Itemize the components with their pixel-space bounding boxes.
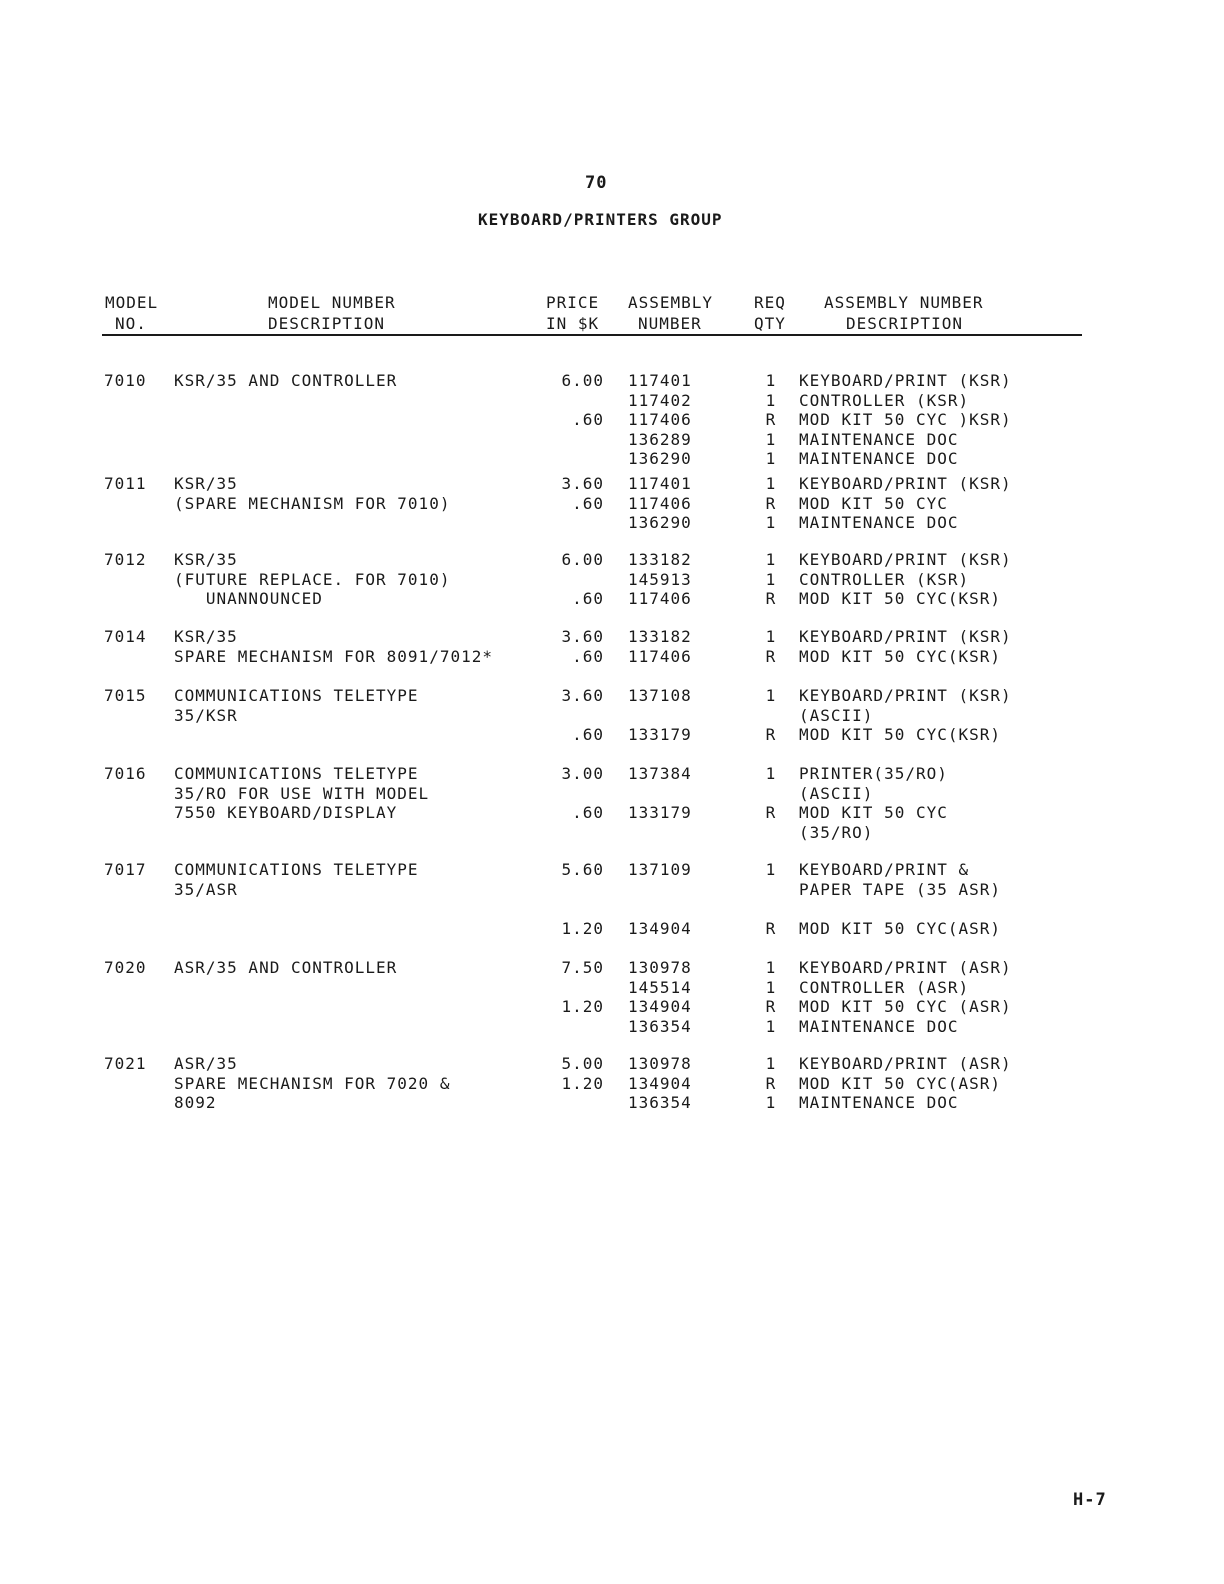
assembly-description: [799, 371, 1012, 469]
assembly-number-line: [628, 823, 692, 843]
assembly-number-line: 117406: [628, 410, 692, 429]
assembly-number-line: 136354: [628, 1016, 692, 1036]
req-qty-line: R: [765, 589, 777, 608]
price-line: .60: [572, 725, 604, 744]
req-qty-line: 1: [765, 686, 777, 705]
price-line: 3.60: [561, 474, 604, 493]
model-description: [174, 686, 419, 745]
price-line: 1.20: [561, 997, 604, 1016]
assembly-description-line: KEYBOARD/PRINT (KSR): [799, 627, 1012, 646]
model-number: 7020: [104, 958, 147, 977]
req-qty: [763, 860, 779, 899]
req-qty-line: R: [765, 410, 777, 429]
price-line: [542, 978, 604, 998]
assembly-description-line: MAINTENANCE DOC: [799, 1093, 959, 1112]
header-req-qty-line: QTY: [754, 314, 786, 333]
assembly-description-line: MOD KIT 50 CYC(ASR): [799, 1073, 1002, 1093]
assembly-number-line: 134904: [628, 997, 692, 1016]
price-line: 3.60: [561, 686, 604, 705]
header-rule: [102, 334, 1082, 336]
req-qty-line: [763, 784, 779, 804]
assembly-number: [628, 474, 692, 533]
model-number: 7012: [104, 550, 147, 569]
model-description-line: [174, 430, 397, 450]
model-description-line: SPARE MECHANISM FOR 7020 &: [174, 1073, 451, 1093]
assembly-description-line: CONTROLLER (ASR): [799, 977, 970, 997]
req-qty-line: 1: [765, 449, 777, 468]
model-description-line: ASR/35: [174, 1054, 238, 1073]
model-description-line: COMMUNICATIONS TELETYPE: [174, 686, 419, 705]
assembly-description: [799, 764, 948, 842]
req-qty-line: 1: [765, 1054, 777, 1073]
req-qty-line: 1: [765, 1093, 777, 1112]
price-line: 6.00: [561, 550, 604, 569]
req-qty-line: 1: [765, 474, 777, 493]
req-qty-line: 1: [765, 764, 777, 783]
req-qty-line: 1: [765, 371, 777, 390]
req-qty-line: 1: [765, 513, 777, 532]
assembly-description-line: CONTROLLER (KSR): [799, 569, 970, 589]
price: [542, 474, 604, 533]
assembly-description-line: MAINTENANCE DOC: [799, 1016, 959, 1036]
header-assembly-no-line: NUMBER: [638, 314, 702, 333]
header-model-desc-line: DESCRIPTION: [268, 314, 385, 333]
assembly-number-line: 136290: [628, 449, 692, 468]
assembly-number-line: 117401: [628, 371, 692, 390]
price-line: [542, 391, 604, 411]
assembly-description-line: KEYBOARD/PRINT &: [799, 860, 970, 879]
assembly-number-line: 133182: [628, 550, 692, 569]
model-description-line: (FUTURE REPLACE. FOR 7010): [174, 569, 451, 589]
assembly-number-line: 133179: [628, 725, 692, 744]
assembly-description: [799, 627, 1012, 666]
header-req-qty: [754, 292, 786, 334]
price-line: 5.00: [561, 1054, 604, 1073]
assembly-number-line: 117406: [628, 493, 692, 513]
model-description-line: ASR/35 AND CONTROLLER: [174, 958, 398, 977]
model-description-line: [174, 410, 397, 430]
header-model-desc: [268, 292, 396, 334]
model-description-line: 7550 KEYBOARD/DISPLAY: [174, 803, 398, 822]
model-description-line: 35/RO FOR USE WITH MODEL: [174, 783, 430, 803]
assembly-description-line: MOD KIT 50 CYC(ASR): [799, 919, 1002, 938]
group-title: KEYBOARD/PRINTERS GROUP: [478, 210, 723, 229]
price-line: [542, 880, 604, 900]
header-model-desc-line: MODEL NUMBER: [268, 293, 396, 312]
table-header: [0, 292, 1224, 332]
price-line: 1.20: [561, 1073, 604, 1093]
model-description-line: COMMUNICATIONS TELETYPE: [174, 860, 419, 879]
model-description: [174, 958, 397, 1036]
model-description-line: KSR/35: [174, 474, 238, 493]
assembly-description-line: KEYBOARD/PRINT (KSR): [799, 371, 1012, 390]
model-description-line: KSR/35 AND CONTROLLER: [174, 371, 398, 390]
price: [542, 860, 604, 899]
assembly-description-line: MOD KIT 50 CYC (ASR): [799, 997, 1012, 1016]
price-line: 3.60: [561, 627, 604, 646]
model-description: [174, 1054, 450, 1113]
price: [542, 919, 604, 939]
req-qty: [763, 958, 779, 1036]
assembly-number: [628, 1054, 692, 1113]
price-line: 7.50: [561, 958, 604, 977]
header-model-no-line: MODEL: [105, 293, 159, 312]
req-qty-line: 1: [765, 977, 777, 997]
price: [542, 764, 604, 842]
assembly-description-line: MOD KIT 50 CYC(KSR): [799, 646, 1002, 666]
header-assembly-desc-line: DESCRIPTION: [846, 314, 963, 333]
model-description-line: [174, 997, 397, 1017]
header-price: [546, 292, 599, 334]
model-description: [174, 371, 397, 469]
assembly-number-line: [628, 880, 692, 900]
assembly-description-line: KEYBOARD/PRINT (KSR): [799, 686, 1012, 705]
assembly-number-line: 137109: [628, 860, 692, 879]
assembly-number-line: 145514: [628, 977, 692, 997]
assembly-description-line: MAINTENANCE DOC: [799, 449, 959, 468]
assembly-description-line: KEYBOARD/PRINT (KSR): [799, 550, 1012, 569]
req-qty-line: [763, 706, 779, 726]
price: [542, 958, 604, 1036]
assembly-number-line: 130978: [628, 958, 692, 977]
assembly-description-line: MOD KIT 50 CYC(KSR): [799, 589, 1002, 608]
assembly-number-line: 117402: [628, 390, 692, 410]
header-assembly-no-line: ASSEMBLY: [628, 293, 714, 312]
assembly-number-line: 133179: [628, 803, 692, 822]
model-description: [174, 860, 419, 899]
req-qty-line: [763, 823, 779, 843]
req-qty: [763, 627, 779, 666]
assembly-number: [628, 958, 692, 1036]
header-model-no: [105, 292, 158, 334]
assembly-description: [799, 919, 1001, 939]
model-description: [174, 550, 450, 609]
req-qty-line: R: [765, 997, 777, 1016]
assembly-number-line: 145913: [628, 569, 692, 589]
price-line: [542, 570, 604, 590]
req-qty-line: [763, 880, 779, 900]
price: [542, 371, 604, 469]
price-line: [542, 823, 604, 843]
page-footer: H-7: [1073, 1490, 1107, 1510]
assembly-description-line: CONTROLLER (KSR): [799, 390, 970, 410]
req-qty-line: R: [765, 725, 777, 744]
req-qty: [763, 764, 779, 842]
model-number: 7014: [104, 627, 147, 646]
req-qty: [763, 371, 779, 469]
req-qty-line: 1: [765, 390, 777, 410]
header-assembly-desc: [824, 292, 984, 334]
price: [542, 1054, 604, 1113]
model-number: 7017: [104, 860, 147, 879]
model-description-line: [174, 978, 397, 998]
assembly-number-line: 117406: [628, 589, 692, 608]
model-number: 7021: [104, 1054, 147, 1073]
req-qty-line: 1: [765, 550, 777, 569]
page-number: 70: [585, 173, 608, 193]
header-price-line: PRICE: [546, 293, 600, 312]
model-description: [174, 764, 429, 842]
assembly-number-line: 133182: [628, 627, 692, 646]
model-description-line: [174, 449, 397, 469]
assembly-description: [799, 550, 1012, 609]
model-description-line: UNANNOUNCED: [174, 589, 323, 608]
assembly-description-line: (ASCII): [799, 783, 874, 803]
header-price-line: IN $K: [546, 314, 600, 333]
model-number: 7011: [104, 474, 147, 493]
model-number: 7010: [104, 371, 147, 390]
model-description: [174, 474, 450, 533]
price-line: 6.00: [561, 371, 604, 390]
model-description-line: KSR/35: [174, 627, 238, 646]
assembly-number: [628, 686, 692, 745]
price-line: [542, 706, 604, 726]
req-qty: [763, 686, 779, 745]
assembly-number-line: 136354: [628, 1093, 692, 1112]
model-description-line: KSR/35: [174, 550, 238, 569]
assembly-number: [628, 764, 692, 842]
model-description-line: SPARE MECHANISM FOR 8091/7012*: [174, 646, 493, 666]
price: [542, 550, 604, 609]
assembly-number: [628, 371, 692, 469]
req-qty-line: 1: [765, 627, 777, 646]
assembly-description-line: KEYBOARD/PRINT (ASR): [799, 1054, 1012, 1073]
price-line: 5.60: [561, 860, 604, 879]
assembly-description-line: KEYBOARD/PRINT (ASR): [799, 958, 1012, 977]
req-qty-line: R: [765, 646, 777, 666]
price-line: .60: [572, 589, 604, 608]
price-line: [542, 513, 604, 533]
assembly-description-line: MAINTENANCE DOC: [799, 513, 959, 532]
model-description-line: 35/KSR: [174, 705, 238, 725]
price-line: [542, 1017, 604, 1037]
assembly-number-line: 134904: [628, 919, 692, 938]
assembly-description-line: PRINTER(35/RO): [799, 764, 948, 783]
assembly-description-line: KEYBOARD/PRINT (KSR): [799, 474, 1012, 493]
model-description-line: [174, 823, 429, 843]
req-qty-line: R: [765, 1073, 777, 1093]
price-line: .60: [572, 410, 604, 429]
header-model-no-line: NO.: [115, 314, 147, 333]
price-line: .60: [572, 646, 604, 666]
assembly-description-line: PAPER TAPE (35 ASR): [799, 879, 1002, 899]
assembly-description: [799, 958, 1012, 1036]
assembly-number-line: [628, 706, 692, 726]
price-line: 3.00: [561, 764, 604, 783]
price-line: [542, 784, 604, 804]
header-assembly-no: [628, 292, 713, 334]
assembly-number-line: 130978: [628, 1054, 692, 1073]
assembly-description-line: MAINTENANCE DOC: [799, 429, 959, 449]
req-qty-line: R: [765, 493, 777, 513]
model-description-line: 35/ASR: [174, 879, 238, 899]
model-description-line: [174, 391, 397, 411]
req-qty: [763, 474, 779, 533]
price-line: .60: [572, 803, 604, 822]
req-qty: [763, 919, 779, 939]
assembly-description-line: MOD KIT 50 CYC: [799, 803, 948, 822]
price-line: .60: [572, 493, 604, 513]
req-qty-line: 1: [765, 429, 777, 449]
assembly-description: [799, 474, 1012, 533]
assembly-description-line: MOD KIT 50 CYC(KSR): [799, 725, 1002, 744]
model-description-line: 8092: [174, 1093, 217, 1112]
assembly-number: [628, 627, 692, 666]
assembly-number-line: 117406: [628, 646, 692, 666]
req-qty-line: 1: [765, 860, 777, 879]
assembly-description-line: (ASCII): [799, 705, 874, 725]
price-line: [542, 430, 604, 450]
assembly-description: [799, 860, 1001, 899]
assembly-number: [628, 919, 692, 939]
model-number: 7016: [104, 764, 147, 783]
price-line: [542, 449, 604, 469]
assembly-number-line: 117401: [628, 474, 692, 493]
assembly-description: [799, 1054, 1012, 1113]
assembly-number-line: 136289: [628, 429, 692, 449]
assembly-number: [628, 550, 692, 609]
assembly-number-line: [628, 784, 692, 804]
req-qty-line: R: [765, 919, 777, 938]
header-assembly-desc-line: ASSEMBLY NUMBER: [824, 293, 984, 312]
assembly-description-line: (35/RO): [799, 822, 874, 842]
req-qty-line: R: [765, 803, 777, 822]
model-description-line: [174, 1017, 397, 1037]
assembly-description-line: MOD KIT 50 CYC )KSR): [799, 410, 1012, 429]
assembly-number-line: 134904: [628, 1073, 692, 1093]
price-line: 1.20: [561, 919, 604, 938]
model-number: 7015: [104, 686, 147, 705]
assembly-number: [628, 860, 692, 899]
header-req-qty-line: REQ: [754, 293, 786, 312]
model-description-line: (SPARE MECHANISM FOR 7010): [174, 493, 451, 513]
price: [542, 686, 604, 745]
req-qty-line: 1: [765, 1016, 777, 1036]
assembly-description-line: MOD KIT 50 CYC: [799, 493, 948, 513]
model-description-line: [174, 725, 419, 745]
price-line: [542, 1093, 604, 1113]
req-qty: [763, 1054, 779, 1113]
assembly-number-line: 137384: [628, 764, 692, 783]
req-qty-line: 1: [765, 569, 777, 589]
model-description-line: COMMUNICATIONS TELETYPE: [174, 764, 419, 783]
assembly-number-line: 137108: [628, 686, 692, 705]
model-description: [174, 627, 493, 666]
model-description-line: [174, 513, 450, 533]
assembly-description: [799, 686, 1012, 745]
req-qty-line: 1: [765, 958, 777, 977]
assembly-number-line: 136290: [628, 513, 692, 532]
req-qty: [763, 550, 779, 609]
price: [542, 627, 604, 666]
